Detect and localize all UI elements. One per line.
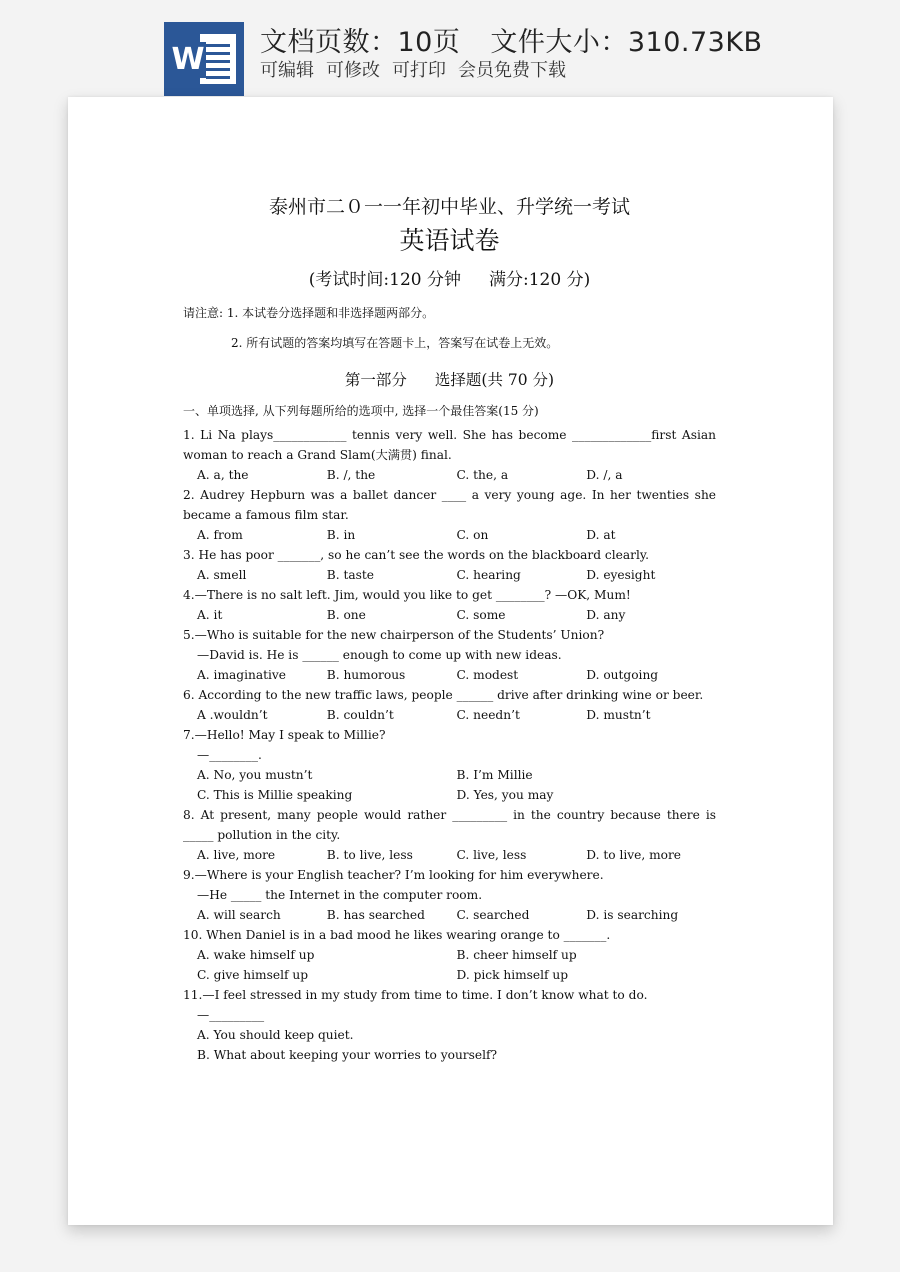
feature-modifiable: 可修改 [326, 60, 380, 81]
options-row [183, 765, 716, 785]
answer-option: D. outgoing [586, 668, 659, 682]
part-name: 第一部分 [344, 371, 407, 389]
question-stem: 4.—There is no salt left. Jim, would you like to get ________? —OK, Mum! [183, 588, 631, 602]
feature-editable: 可编辑 [260, 60, 314, 81]
answer-option: A. No, you mustn’t [197, 768, 313, 782]
answer-option: D. mustn’t [586, 708, 651, 722]
answer-option: A. live, more [197, 848, 276, 862]
answer-option: D. eyesight [586, 568, 656, 582]
answer-option: C. needn’t [456, 708, 520, 722]
section-heading: 一、单项选择, 从下列每题所给的选项中, 选择一个最佳答案(15 分) [183, 404, 539, 418]
options-row [183, 605, 716, 625]
answer-option: D. /, a [586, 468, 623, 482]
options-row [183, 905, 716, 925]
notice-1: 请注意: 1. 本试卷分选择题和非选择题两部分。 [183, 306, 435, 320]
question-stem: 6. According to the new traffic laws, people ______ drive after drinking wine or beer. [183, 688, 704, 702]
options-row [183, 705, 716, 725]
answer-option: B. to live, less [326, 848, 413, 862]
options-row [183, 945, 716, 965]
document-banner [0, 0, 900, 96]
question-dialogue-line: —David is. He is ______ enough to come up with new ideas. [197, 648, 562, 662]
page-count: 文档页数：10页 [260, 27, 461, 58]
question-stem: 5.—Who is suitable for the new chairperson of the Students’ Union? [183, 628, 605, 642]
answer-option: A. it [197, 608, 223, 622]
answer-option: C. some [456, 608, 506, 622]
answer-option: D. pick himself up [456, 968, 569, 982]
answer-option: A. will search [197, 908, 281, 922]
options-row [183, 785, 716, 805]
question-dialogue-line: —_________ [197, 1008, 265, 1022]
answer-option: A. wake himself up [197, 948, 315, 962]
answer-option: C. on [456, 528, 489, 542]
answer-option: B. What about keeping your worries to yourself? [197, 1048, 498, 1062]
word-file-icon [164, 22, 244, 96]
file-size: 文件大小：310.73KB [490, 27, 763, 58]
answer-option: D. at [586, 528, 616, 542]
question-item [183, 625, 716, 685]
question-stem: 10. When Daniel is in a bad mood he likes wearing orange to _______. [183, 928, 611, 942]
question-stem: 7.—Hello! May I speak to Millie? [183, 728, 386, 742]
exam-info [183, 263, 716, 297]
answer-option: B. I’m Millie [456, 768, 533, 782]
exam-title: 英语试卷 [399, 226, 500, 255]
answer-option: D. to live, more [586, 848, 682, 862]
answer-option: C. modest [456, 668, 519, 682]
answer-option: A. smell [197, 568, 247, 582]
feature-list [260, 56, 578, 82]
question-list [183, 425, 716, 1065]
question-stem: 3. He has poor _______, so he can’t see the words on the blackboard clearly. [183, 548, 649, 562]
exam-heading: 泰州市二０一一年初中毕业、升学统一考试 [268, 196, 630, 218]
notice-2: 2. 所有试题的答案均填写在答题卡上，答案写在试卷上无效。 [231, 336, 559, 350]
word-letter: W [171, 42, 205, 77]
options-row [183, 1045, 716, 1065]
answer-option: B. taste [326, 568, 374, 582]
answer-option: C. live, less [456, 848, 527, 862]
question-item [183, 585, 716, 625]
question-dialogue-line: —He _____ the Internet in the computer room. [197, 888, 483, 902]
answer-option: B. in [326, 528, 356, 542]
question-stem: 9.—Where is your English teacher? I’m looking for him everywhere. [183, 868, 604, 882]
exam-time: (考试时间:120 分钟 [308, 270, 461, 290]
answer-option: A. from [197, 528, 243, 542]
question-dialogue-line: —________. [197, 748, 262, 762]
answer-option: B. has searched [326, 908, 425, 922]
options-row [183, 565, 716, 585]
file-stats [260, 20, 793, 59]
options-row [183, 525, 716, 545]
question-item [183, 545, 716, 585]
answer-option: A. You should keep quiet. [197, 1028, 354, 1042]
question-item [183, 985, 716, 1065]
feature-free-download: 会员免费下载 [458, 60, 566, 81]
answer-option: B. couldn’t [326, 708, 394, 722]
part-description: 选择题(共 70 分) [434, 371, 555, 389]
question-item [183, 865, 716, 925]
answer-option: B. humorous [326, 668, 406, 682]
answer-option: C. the, a [456, 468, 509, 482]
feature-printable: 可打印 [392, 60, 446, 81]
question-stem: 1. Li Na plays____________ tennis very well. She has become _____________first Asian woman to reach a Grand Slam(大满贯) final. [183, 428, 716, 462]
answer-option: C. searched [456, 908, 530, 922]
question-item [183, 485, 716, 545]
part-heading [183, 365, 716, 395]
answer-option: A. a, the [197, 468, 249, 482]
question-stem: 8. At present, many people would rather _________ in the country because there is _____ pollution in the city. [183, 808, 716, 842]
answer-option: B. /, the [326, 468, 376, 482]
answer-option: B. cheer himself up [456, 948, 577, 962]
answer-option: A .wouldn’t [197, 708, 268, 722]
question-item [183, 805, 716, 865]
answer-option: A. imaginative [197, 668, 286, 682]
question-stem: 2. Audrey Hepburn was a ballet dancer ____ a very young age. In her twenties she became a famous film star. [183, 488, 716, 522]
question-item [183, 725, 716, 805]
options-row [183, 845, 716, 865]
question-stem: 11.—I feel stressed in my study from time to time. I don’t know what to do. [183, 988, 648, 1002]
options-row [183, 665, 716, 685]
question-item [183, 685, 716, 725]
answer-option: D. is searching [586, 908, 679, 922]
options-row [183, 965, 716, 985]
answer-option: C. This is Millie speaking [197, 788, 353, 802]
answer-option: B. one [326, 608, 366, 622]
question-item [183, 925, 716, 985]
options-row [183, 1025, 716, 1045]
exam-content [183, 193, 716, 1065]
answer-option: C. hearing [456, 568, 521, 582]
full-score: 满分:120 分) [489, 270, 591, 290]
answer-option: C. give himself up [197, 968, 309, 982]
document-page [68, 97, 833, 1225]
answer-option: D. Yes, you may [456, 788, 554, 802]
options-row [183, 465, 716, 485]
question-item [183, 425, 716, 485]
answer-option: D. any [586, 608, 626, 622]
